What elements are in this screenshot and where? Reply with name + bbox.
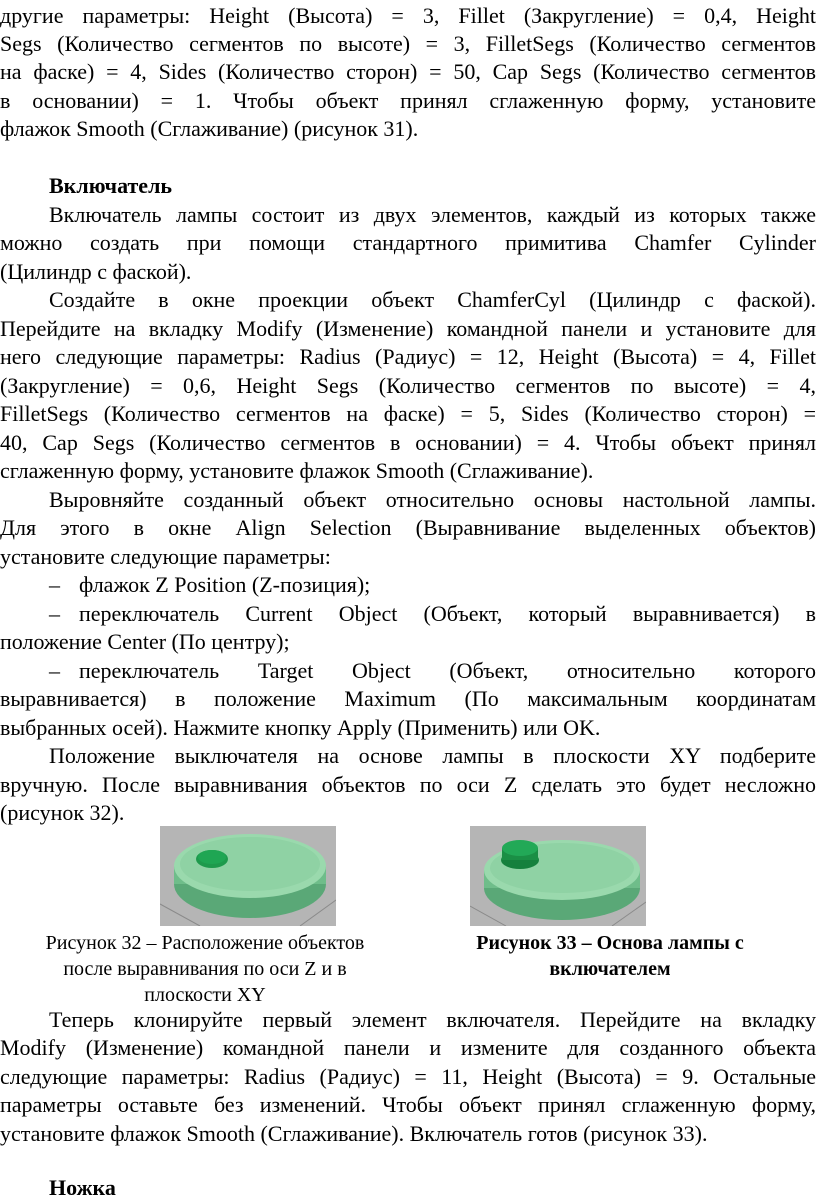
caption-line: Рисунок 32 – Расположение объектов — [45, 932, 365, 954]
paragraph-line: Создайте в окне проекции объект ChamferCyl (Цилиндр с фаской). — [49, 287, 816, 312]
paragraph-line: (рисунок 32). — [0, 800, 125, 825]
paragraph-line: Modify (Изменение) командной панели и измените для созданного объекта — [0, 1035, 816, 1060]
paragraph-line: выравнивается) в положение Maximum (По максимальным координатам — [0, 686, 816, 711]
paragraph-line: (Цилиндр с фаской). — [0, 259, 192, 284]
paragraph-line: FilletSegs (Количество сегментов на фаске) = 5, Sides (Количество сторон) = — [0, 401, 816, 426]
paragraph-line: параметры оставьте без изменений. Чтобы объект принял сглаженную форму, — [0, 1092, 816, 1117]
paragraph-line: установите следующие параметры: — [0, 544, 331, 569]
figure-33-caption — [420, 930, 800, 982]
list-item-text: флажок Z Position (Z-позиция); — [79, 572, 371, 597]
list-dash: – — [49, 572, 60, 597]
caption-line: после выравнивания по оси Z и в — [63, 958, 347, 980]
figure-32-image — [160, 826, 336, 926]
list-dash: – — [49, 601, 60, 626]
paragraph-line: него следующие параметры: Radius (Радиус) = 12, Height (Высота) = 4, Fillet — [0, 344, 816, 369]
paragraph-line: флажок Smooth (Сглаживание) (рисунок 31). — [0, 116, 419, 141]
paragraph-line: установите флажок Smooth (Сглаживание). Включатель готов (рисунок 33). — [0, 1121, 708, 1146]
figure-33-render — [470, 826, 646, 926]
paragraph-line: положение Center (По центру); — [0, 629, 290, 654]
section-heading-switch: Включатель — [49, 173, 173, 198]
paragraph-line: Включатель лампы состоит из двух элементов, каждый из которых также — [49, 202, 816, 227]
list-item-text: переключатель Current Object (Объект, который выравнивается) в — [79, 601, 816, 626]
paragraph-line: 40, Cap Segs (Количество сегментов в основании) = 4. Чтобы объект принял — [0, 430, 816, 455]
paragraph-line: Выровняйте созданный объект относительно основы настольной лампы. — [49, 487, 816, 512]
section-heading-leg: Ножка — [49, 1175, 116, 1200]
figure-32-caption — [10, 930, 400, 1008]
paragraph-line: Теперь клонируйте первый элемент включателя. Перейдите на вкладку — [49, 1007, 816, 1032]
list-dash: – — [49, 658, 60, 683]
paragraph-line: следующие параметры: Radius (Радиус) = 11, Height (Высота) = 9. Остальные — [0, 1064, 816, 1089]
paragraph-line: (Закругление) = 0,6, Height Segs (Количество сегментов по высоте) = 4, — [0, 373, 816, 398]
paragraph-line: можно создать при помощи стандартного примитива Chamfer Cylinder — [0, 230, 816, 255]
paragraph-line: сглаженную форму, установите флажок Smooth (Сглаживание). — [0, 458, 594, 483]
list-item-text: переключатель Target Object (Объект, относительно которого — [79, 658, 816, 683]
paragraph-line: Для этого в окне Align Selection (Выравнивание выделенных объектов) — [0, 515, 816, 540]
figure-32-render — [160, 826, 336, 926]
paragraph-line: в основании) = 1. Чтобы объект принял сглаженную форму, установите — [0, 88, 816, 113]
paragraph-line: Перейдите на вкладку Modify (Изменение) командной панели и установите для — [0, 316, 816, 341]
paragraph-line: на фаске) = 4, Sides (Количество сторон) = 50, Cap Segs (Количество сегментов — [0, 59, 816, 84]
caption-line: Рисунок 33 – Основа лампы с — [476, 932, 744, 954]
list-item — [49, 571, 816, 600]
caption-line: плоскости XY — [144, 984, 266, 1006]
figure-33-image — [470, 826, 646, 926]
list-item — [49, 657, 816, 686]
caption-line: включателем — [549, 958, 671, 980]
paragraph-line: Положение выключателя на основе лампы в плоскости XY подберите — [49, 743, 816, 768]
list-item — [49, 600, 816, 629]
paragraph-line: вручную. После выравнивания объектов по оси Z сделать это будет несложно — [0, 772, 816, 797]
paragraph-line: другие параметры: Height (Высота) = 3, Fillet (Закругление) = 0,4, Height — [0, 3, 816, 28]
paragraph-line: выбранных осей). Нажмите кнопку Apply (Применить) или OK. — [0, 715, 601, 740]
paragraph-line: Segs (Количество сегментов по высоте) = 3, FilletSegs (Количество сегментов — [0, 31, 816, 56]
